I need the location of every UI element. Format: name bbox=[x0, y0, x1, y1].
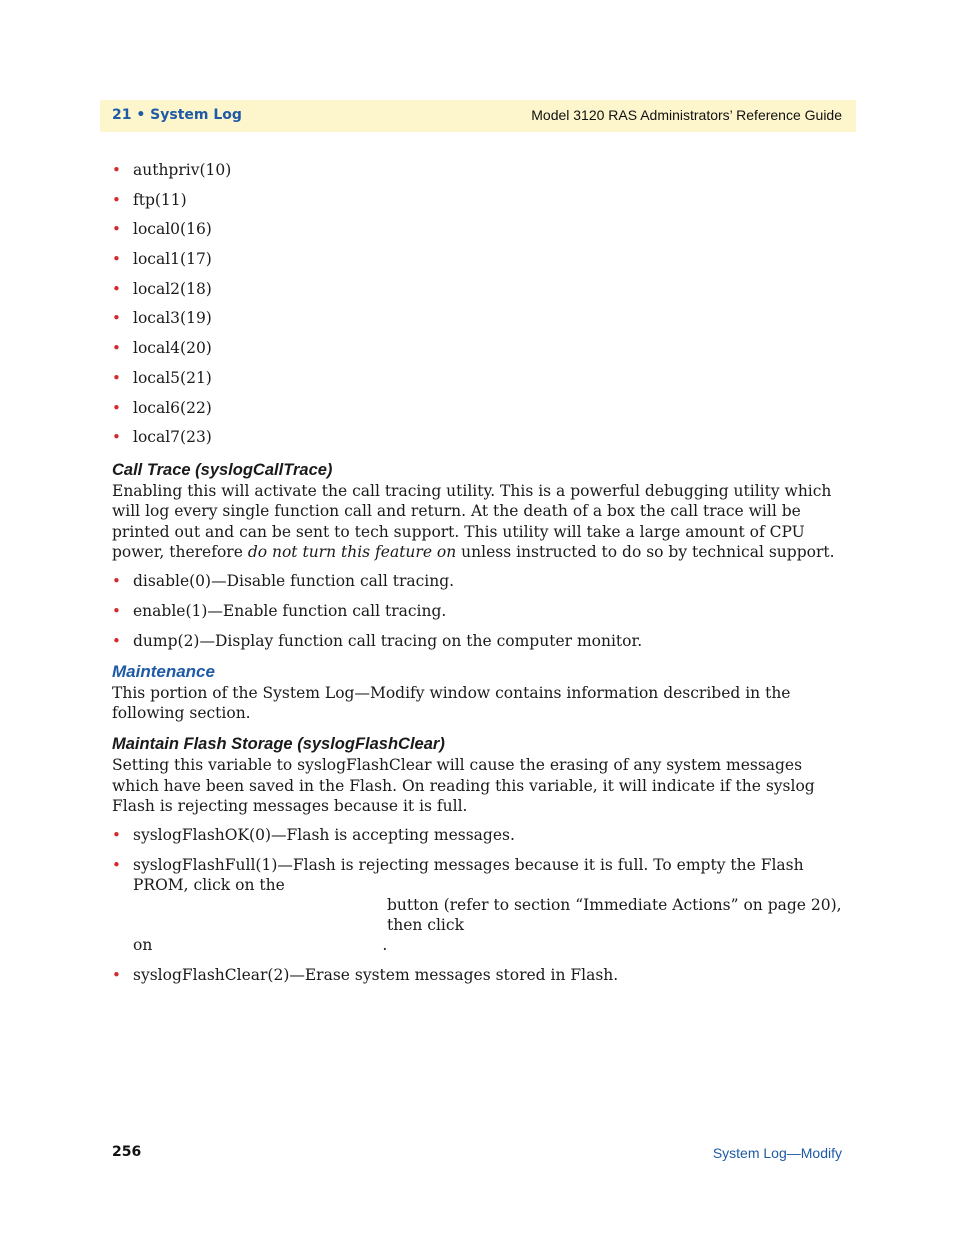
bullet-icon: • bbox=[112, 572, 121, 591]
list-item: • dump(2)—Display function call tracing on the computer monitor. bbox=[112, 631, 643, 650]
flash-storage-paragraph: Setting this variable to syslogFlashClear will cause the erasing of any system messages which have been saved in the Flash. On reading this variable, it will indicate if the syslog Flash is rejecting messages because it is full. bbox=[112, 756, 815, 815]
bullet-icon: • bbox=[112, 220, 121, 239]
call-trace-heading: Call Trace (syslogCallTrace) bbox=[112, 461, 333, 480]
call-trace-options bbox=[112, 571, 842, 650]
call-trace-paragraph: Enabling this will activate the call tracing utility. This is a powerful debugging utility which will log every single function call and return. At the death of a box the call trace will be printed out and can be sent to tech support. This utility will take a large amount of CPU power, therefore do not turn this feature on unless instructed to do so by technical support. bbox=[112, 482, 835, 562]
bullet-icon: • bbox=[112, 428, 121, 447]
bullet-icon: • bbox=[112, 631, 121, 650]
bullet-icon: • bbox=[112, 965, 121, 984]
guide-title: Model 3120 RAS Administrators’ Reference Guide bbox=[531, 107, 842, 123]
list-item: • local7(23) bbox=[112, 428, 212, 447]
list-item: • local2(18) bbox=[112, 279, 212, 298]
list-item: • ftp(11) bbox=[112, 190, 187, 209]
bullet-icon: • bbox=[112, 250, 121, 269]
bullet-icon: • bbox=[112, 368, 121, 387]
bullet-icon: • bbox=[112, 190, 121, 209]
list-item: • local5(21) bbox=[112, 368, 212, 387]
list-item: • local3(19) bbox=[112, 309, 212, 328]
facility-list bbox=[112, 160, 842, 447]
chapter-title: 21 • System Log bbox=[112, 107, 242, 123]
bullet-icon: • bbox=[112, 398, 121, 417]
list-item: • local4(20) bbox=[112, 339, 212, 358]
list-item: • local1(17) bbox=[112, 250, 212, 269]
list-item: • authpriv(10) bbox=[112, 161, 232, 179]
list-item: • enable(1)—Enable function call tracing. bbox=[112, 602, 447, 621]
page-number: 256 bbox=[112, 1144, 142, 1160]
bullet-icon: • bbox=[112, 855, 121, 874]
flash-storage-heading: Maintain Flash Storage (syslogFlashClear) bbox=[112, 735, 445, 754]
flash-storage-options bbox=[112, 825, 842, 984]
section-name: System Log—Modify bbox=[712, 1145, 842, 1161]
running-header bbox=[100, 100, 856, 132]
maintenance-heading: Maintenance bbox=[112, 661, 215, 681]
bullet-icon: • bbox=[112, 339, 121, 358]
bullet-icon: • bbox=[112, 826, 121, 845]
list-item: • syslogFlashOK(0)—Flash is accepting messages. bbox=[112, 826, 515, 845]
list-item: • local6(22) bbox=[112, 398, 212, 417]
list-item: • syslogFlashFull(1)—Flash is rejecting messages because it is full. To empty the Flash PROM, click on the button (refer to section “Immediate Actions” on page 20), then click on . bbox=[112, 855, 842, 954]
list-item: • disable(0)—Disable function call tracing. bbox=[112, 572, 455, 591]
list-item: • syslogFlashClear(2)—Erase system messages stored in Flash. bbox=[112, 965, 619, 984]
list-item: • local0(16) bbox=[112, 220, 212, 239]
bullet-icon: • bbox=[112, 279, 121, 298]
bullet-icon: • bbox=[112, 309, 121, 328]
maintenance-intro: This portion of the System Log—Modify window contains information described in the following section. bbox=[112, 683, 791, 723]
page-body bbox=[112, 160, 842, 994]
bullet-icon: • bbox=[112, 161, 121, 179]
bullet-icon: • bbox=[112, 602, 121, 621]
